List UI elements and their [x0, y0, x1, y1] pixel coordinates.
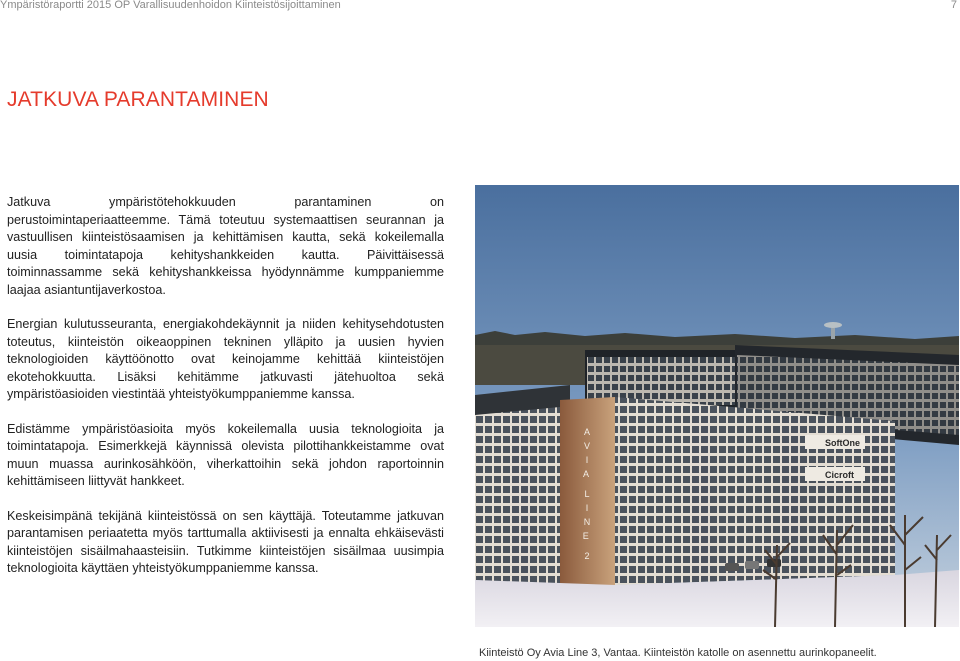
tenant-sign: Cicroft [825, 470, 854, 480]
section-title: JATKUVA PARANTAMINEN [7, 88, 269, 111]
paragraph: Keskeisimpänä tekijänä kiinteistössä on sen käyttäjä. Toteutamme jatkuvan parantamisen periaatetta myös tarttumalla aktiivisesti ja ennalta ehkäisevästi kiinteistöjen sisäilmahaasteisiin. Tutkimme kiinteistöjen sisäilmaa uusimpia teknologioita käyttäen yhteistyökumppaniemme kanssa. [7, 508, 444, 575]
building-photo [475, 185, 959, 627]
building-photo-illustration [475, 185, 959, 627]
building-sign: A V I A L I N E 2 [582, 427, 591, 561]
running-title: Ympäristöraportti 2015 OP Varallisuudenhoidon Kiinteistösijoittaminen [0, 0, 341, 11]
paragraph: Energian kulutusseuranta, energiakohdekäynnit ja niiden kehitysehdotusten toteutus, kiinteistön oikeaoppinen tekninen ylläpito ja uusien hyvien teknologioiden käyttöönotto ovat keinojamme kehittää kiinteistöjen ekotehokkuutta. Lisäksi kehitämme jatkuvasti jätehuoltoa sekä ympäristöasioiden viestintää yhteistyökumppaniemme kanssa. [7, 317, 444, 401]
body-text-column [7, 194, 444, 595]
page-header [0, 0, 960, 14]
paragraph: Edistämme ympäristöasioita myös kokeilemalla uusia teknologioita ja toimintatapoja. Esimerkkejä käynnissä olevista pilottihankkeistamme ovat muun muassa aurinkosähköön, viherkattoihin sekä johdon raportoinnin kehittämiseen liittyvät hankkeet. [7, 421, 444, 488]
paragraph: Jatkuva ympäristötehokkuuden parantaminen on perustoimintaperiaatteemme. Tämä toteutuu systemaattisen seurannan ja vastuullisen kiinteistösaamisen ja kehittämisen kautta, sekä kokeilemalla uusia toimintatapoja kehityshankkeiden kautta. Päivittäisessä toiminnassamme sekä kehityshankkeissa hyödynnämme kumppaniemme laajaa asiantuntijaverkostoa. [7, 195, 444, 297]
page-number: 7 [950, 0, 957, 11]
tenant-sign: SoftOne [825, 438, 860, 448]
photo-caption: Kiinteistö Oy Avia Line 3, Vantaa. Kiinteistön katolle on asennettu aurinkopaneelit. [479, 647, 877, 659]
